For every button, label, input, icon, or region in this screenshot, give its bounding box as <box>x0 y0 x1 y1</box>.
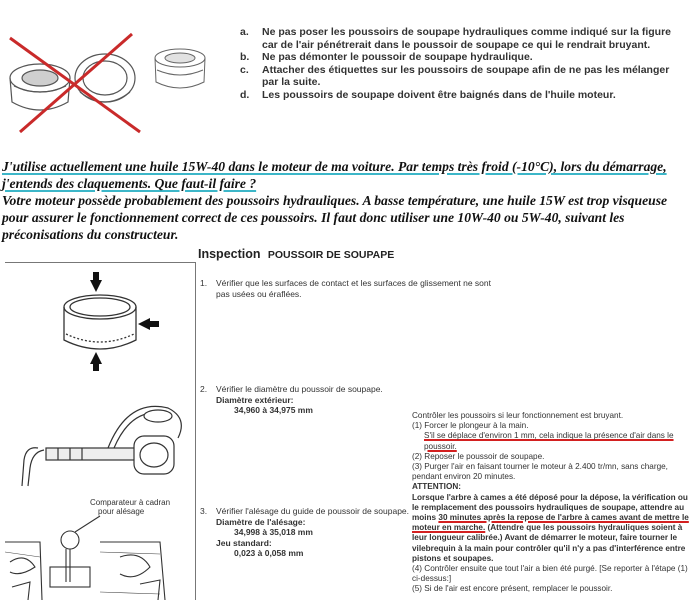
arrow-left-icon <box>138 318 159 330</box>
question-text: J'utilise actuellement une huile 15W-40 dans le moteur de ma voiture. Par temps très froid (-10°C), lors du démarrage, j'entends des claquements. Que faut-il faire ? <box>2 159 667 191</box>
procedure-step-note: S'il se déplace d'environ 1 mm, cela indique la présence d'air dans le poussoir. <box>424 431 674 451</box>
attention-part-highlight: 30 minutes après la repose de l'arbre à cames avant de mettre le moteur en marche. <box>412 513 689 533</box>
spec-label: Diamètre extérieur: <box>216 394 294 405</box>
spec-label: Diamètre de l'alésage: <box>216 516 306 527</box>
list-text: Les poussoirs de soupape doivent être baignés dans de l'huile moteur. <box>262 88 616 101</box>
arrow-down-icon <box>90 272 102 292</box>
step-text: Vérifier l'alésage du guide de poussoir de soupape. <box>216 506 410 516</box>
section-divider <box>5 262 195 263</box>
inspection-subtitle: POUSSOIR DE SOUPAPE <box>267 249 395 261</box>
step-number: 2. <box>200 384 208 394</box>
lifter-wrong-position-icon <box>10 64 70 110</box>
answer-text: Votre moteur possède probablement des poussoirs hydrauliques. A basse température, une huile 15W est trop visqueuse pour assurer le fonctionnement correct de ces poussoirs. Il faut donc utiliser une 10W-40 ou 5W-40, suivant les préconisations du constructeur. <box>2 193 668 242</box>
inspection-step-1 <box>200 278 500 299</box>
lifter-surface-figure <box>30 272 170 372</box>
list-item <box>240 26 685 51</box>
bore-gauge-figure <box>0 512 190 600</box>
attention-text <box>412 493 692 564</box>
list-text: Ne pas démonter le poussoir de soupape hydraulique. <box>262 51 533 64</box>
inspection-title: Inspection <box>198 247 261 261</box>
arrow-up-icon <box>90 352 102 371</box>
list-letter: d. <box>240 88 250 101</box>
question-answer-block <box>2 158 692 243</box>
lifter-wrong-position-icon <box>75 54 135 102</box>
procedure-step: (3) Purger l'air en faisant tourner le moteur à 2.400 tr/mn, sans charge, pendant environ 20 minutes. <box>412 462 668 482</box>
gauge-label-line: pour alésage <box>98 507 145 516</box>
step-text: Vérifier le diamètre du poussoir de soupape. <box>216 384 383 394</box>
procedure-intro: Contrôler les poussoirs si leur fonctionnement est bruyant. <box>412 411 624 420</box>
list-text: Attacher des étiquettes sur les poussoirs de soupape afin de ne pas les mélanger par la suite. <box>262 63 670 89</box>
spec-value: 34,998 à 35,018 mm <box>234 527 313 537</box>
list-item <box>240 51 685 64</box>
list-item <box>240 89 685 102</box>
column-divider <box>195 262 196 600</box>
list-letter: a. <box>240 26 249 38</box>
inspection-step-2 <box>200 384 420 416</box>
spec-label: Jeu standard: <box>216 537 272 548</box>
list-letter: c. <box>240 63 249 76</box>
step-text: Vérifier que les surfaces de contact et les surfaces de glissement ne sont pas usées ou éraflées. <box>216 278 491 299</box>
procedure-step: (5) Si de l'air est encore présent, remplacer le poussoir. <box>412 584 613 594</box>
list-text: Ne pas poser les poussoirs de soupape hydrauliques comme indiqué sur la figure car de l'air pénétrerait dans le poussoir de soupape ce qui le rendrait bruyant. <box>262 26 672 51</box>
spec-value: 0,023 à 0,058 mm <box>234 548 304 558</box>
precautions-list <box>240 26 685 102</box>
inspection-heading <box>198 247 394 261</box>
step-number: 1. <box>200 278 208 288</box>
procedure-step: (2) Reposer le poussoir de soupape. <box>412 451 545 461</box>
attention-title: ATTENTION: <box>412 482 461 492</box>
attention-part: Lorsque l'arbre à cames a été déposé pour la dépose, la vérification ou le remplacement des poussoirs hydrauliques de soupape, attendre au moins <box>412 492 688 523</box>
procedure-step: (4) Contrôler ensuite que tout l'air a bien été purgé. [Se reporter à l'étape (1) ci-dessus:] <box>412 564 688 584</box>
micrometer-figure <box>18 388 190 488</box>
list-item <box>240 64 685 89</box>
lifter-correct-position-icon <box>155 49 205 88</box>
procedure-step: (1) Forcer le plongeur à la main. <box>412 421 529 431</box>
lifter-illustration-top <box>0 20 240 135</box>
attention-part: (Attendre que les poussoirs hydrauliques soient à leur longueur calibrée.) Avant de démarrer le moteur, faire tourner le vilebrequin à la main pour contrôler qu'il n'y a pas d'interférence entre pistons et soupapes. <box>412 523 686 563</box>
noise-check-procedure <box>412 411 692 595</box>
inspection-step-3 <box>200 506 420 559</box>
list-letter: b. <box>240 51 250 64</box>
spec-value: 34,960 à 34,975 mm <box>234 405 313 415</box>
gauge-label-line: Comparateur à cadran <box>90 498 171 507</box>
step-number: 3. <box>200 506 208 516</box>
